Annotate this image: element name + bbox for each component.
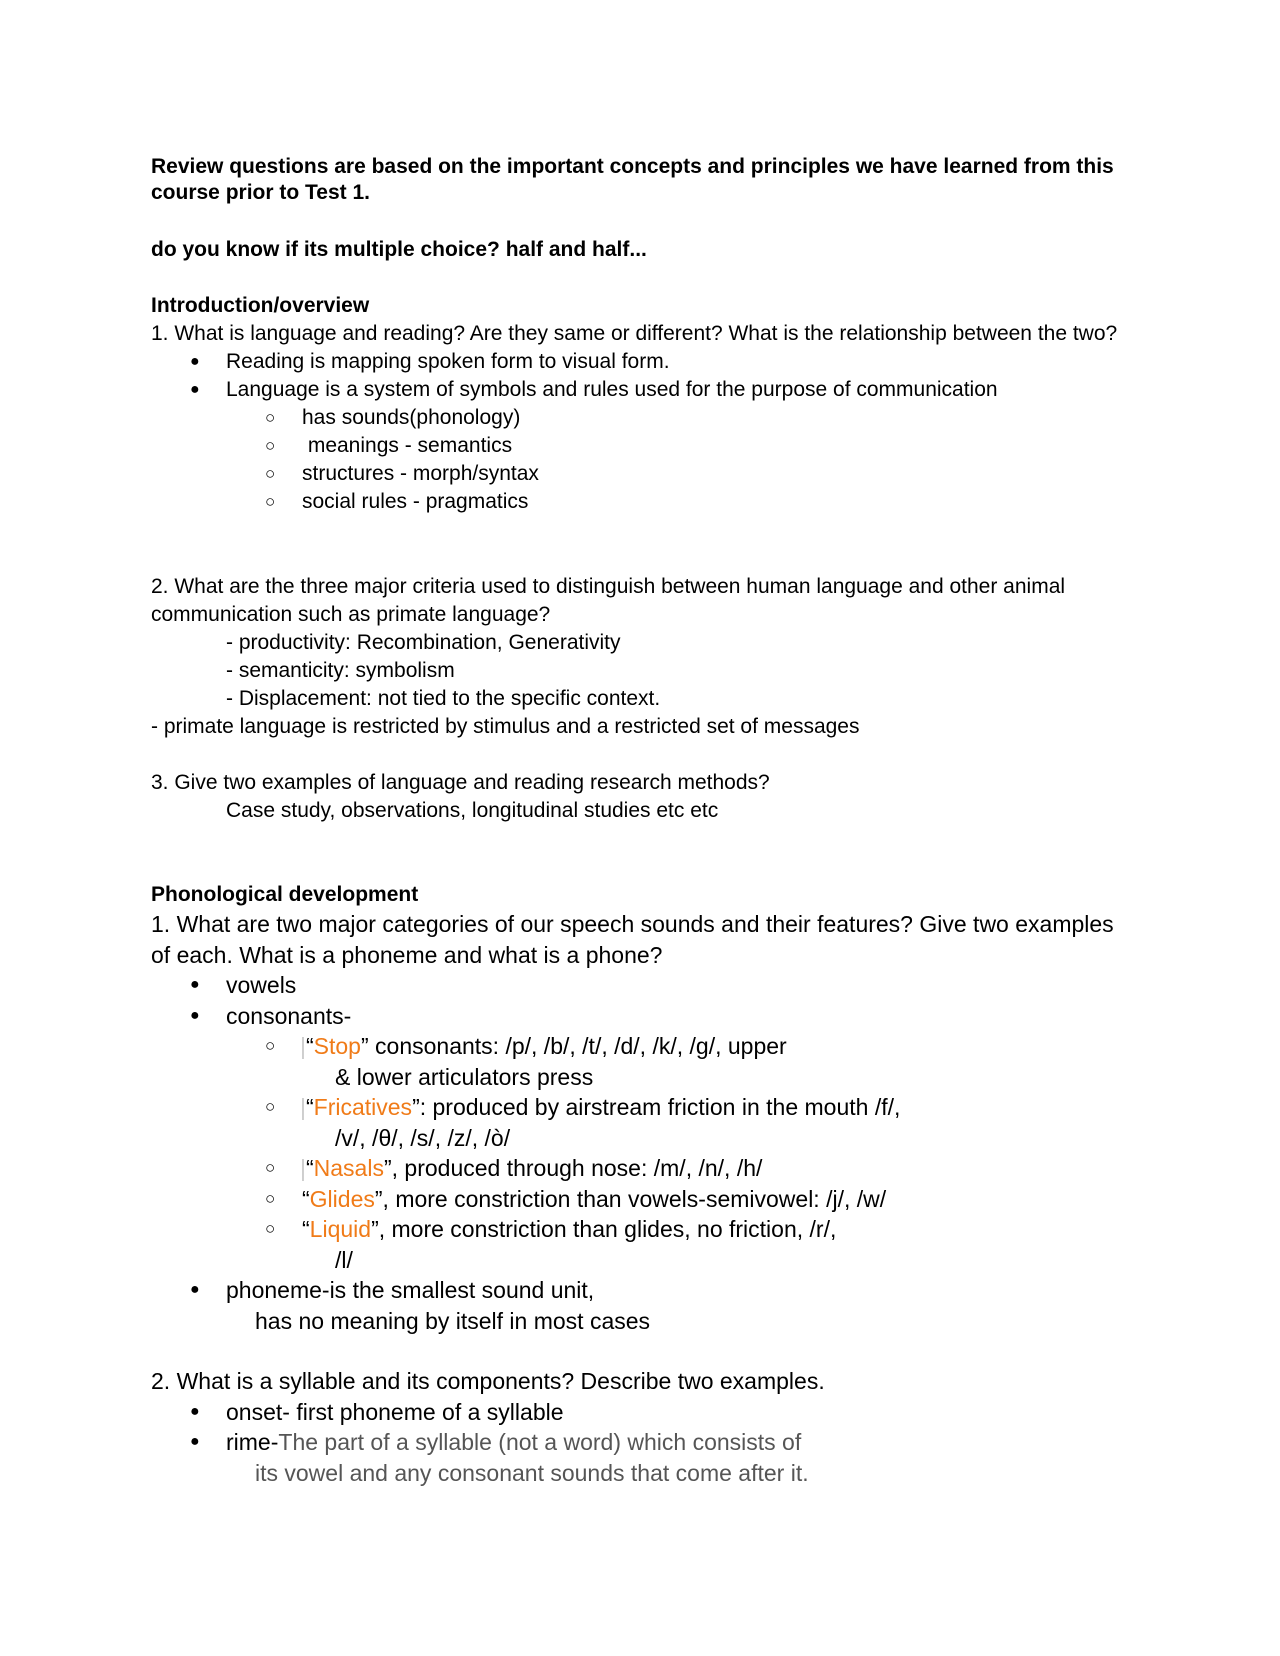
bullet-rime	[226, 1428, 801, 1456]
term-fricatives: Fricatives	[313, 1094, 413, 1120]
rime-label: rime-	[226, 1429, 279, 1455]
consonant-nasals: |“Nasals”, produced through nose: /m/, /n/, /h/	[300, 1155, 763, 1181]
question-1-language-reading: 1. What is language and reading? Are they same or different? What is the relationship between the two?	[151, 322, 1118, 345]
phon-question-1-line-1: 1. What are two major categories of our speech sounds and their features? Give two examples	[151, 911, 1114, 937]
bullet-icon: ●	[190, 1433, 200, 1450]
question-2-line-2: communication such as primate language?	[151, 603, 551, 626]
rime-definition-cont: its vowel and any consonant sounds that come after it.	[255, 1460, 809, 1486]
sub-bullet-icon: ○	[265, 1219, 276, 1238]
term-liquid: Liquid	[309, 1216, 372, 1242]
sub-bullet-icon: ○	[265, 1158, 276, 1177]
criteria-productivity: - productivity: Recombination, Generativity	[226, 631, 621, 654]
sub-bullet-icon: ○	[265, 464, 276, 483]
sub-bullet-icon: ○	[265, 408, 276, 427]
sub-bullet-icon: ○	[265, 1097, 276, 1116]
sub-bullet-pragmatics: social rules - pragmatics	[302, 490, 529, 513]
bullet-consonants: consonants-	[226, 1003, 352, 1029]
cursor-mark: |	[300, 1033, 306, 1059]
bullet-onset: onset- first phoneme of a syllable	[226, 1399, 564, 1425]
bullet-icon: ●	[190, 1281, 200, 1298]
cursor-mark: |	[300, 1094, 306, 1120]
section-heading-phonological: Phonological development	[151, 883, 419, 906]
consonant-fricatives-cont: /v/, /θ/, /s/, /z/, /ò/	[335, 1125, 511, 1151]
criteria-semanticity: - semanticity: symbolism	[226, 659, 455, 682]
consonant-liquid-cont: /l/	[335, 1247, 353, 1273]
sub-bullet-phonology: has sounds(phonology)	[302, 406, 521, 429]
term-glides: Glides	[309, 1186, 375, 1212]
term-nasals: Nasals	[313, 1155, 384, 1181]
bullet-language: Language is a system of symbols and rules used for the purpose of communication	[226, 378, 998, 401]
consonant-glides: “Glides”, more constriction than vowels-semivowel: /j/, /w/	[302, 1186, 887, 1212]
consonant-stop: |“Stop” consonants: /p/, /b/, /t/, /d/, /k/, /g/, upper	[300, 1033, 787, 1059]
term-stop: Stop	[313, 1033, 361, 1059]
intro-line-2: course prior to Test 1.	[151, 181, 370, 204]
bullet-icon: ●	[190, 353, 200, 370]
sub-bullet-syntax: structures - morph/syntax	[302, 462, 539, 485]
phon-question-2-syllable: 2. What is a syllable and its components? Describe two examples.	[151, 1368, 825, 1394]
bullet-reading: Reading is mapping spoken form to visual form.	[226, 350, 670, 373]
intro-question: do you know if its multiple choice? half and half...	[151, 238, 647, 261]
question-3-research-methods: 3. Give two examples of language and reading research methods?	[151, 771, 770, 794]
bullet-phoneme: phoneme-is the smallest sound unit,	[226, 1277, 595, 1303]
sub-bullet-icon: ○	[265, 1189, 276, 1208]
question-2-line-1: 2. What are the three major criteria used to distinguish between human language and other animal	[151, 575, 1066, 598]
consonant-liquid: “Liquid”, more constriction than glides, no friction, /r/,	[302, 1216, 837, 1242]
phon-question-1-line-2: of each. What is a phoneme and what is a phone?	[151, 942, 663, 968]
consonant-fricatives: |“Fricatives”: produced by airstream friction in the mouth /f/,	[300, 1094, 901, 1120]
intro-line-1: Review questions are based on the important concepts and principles we have learned from this	[151, 155, 1114, 178]
primate-language-note: - primate language is restricted by stimulus and a restricted set of messages	[151, 715, 860, 738]
sub-bullet-icon: ○	[265, 492, 276, 511]
sub-bullet-semantics: meanings - semantics	[302, 434, 513, 457]
criteria-displacement: - Displacement: not tied to the specific context.	[226, 687, 661, 710]
cursor-mark: |	[300, 1155, 306, 1181]
bullet-icon: ●	[190, 381, 200, 398]
sub-bullet-icon: ○	[265, 436, 276, 455]
bullet-icon: ●	[190, 1007, 200, 1024]
bullet-phoneme-cont: has no meaning by itself in most cases	[255, 1308, 651, 1334]
section-heading-introduction: Introduction/overview	[151, 294, 370, 317]
rime-definition: The part of a syllable (not a word) which consists of	[278, 1429, 802, 1455]
bullet-icon: ●	[190, 976, 200, 993]
bullet-vowels: vowels	[226, 972, 297, 998]
bullet-icon: ●	[190, 1403, 200, 1420]
consonant-stop-cont: & lower articulators press	[335, 1064, 594, 1090]
answer-research-methods: Case study, observations, longitudinal studies etc etc	[226, 799, 719, 822]
sub-bullet-icon: ○	[265, 1036, 276, 1055]
